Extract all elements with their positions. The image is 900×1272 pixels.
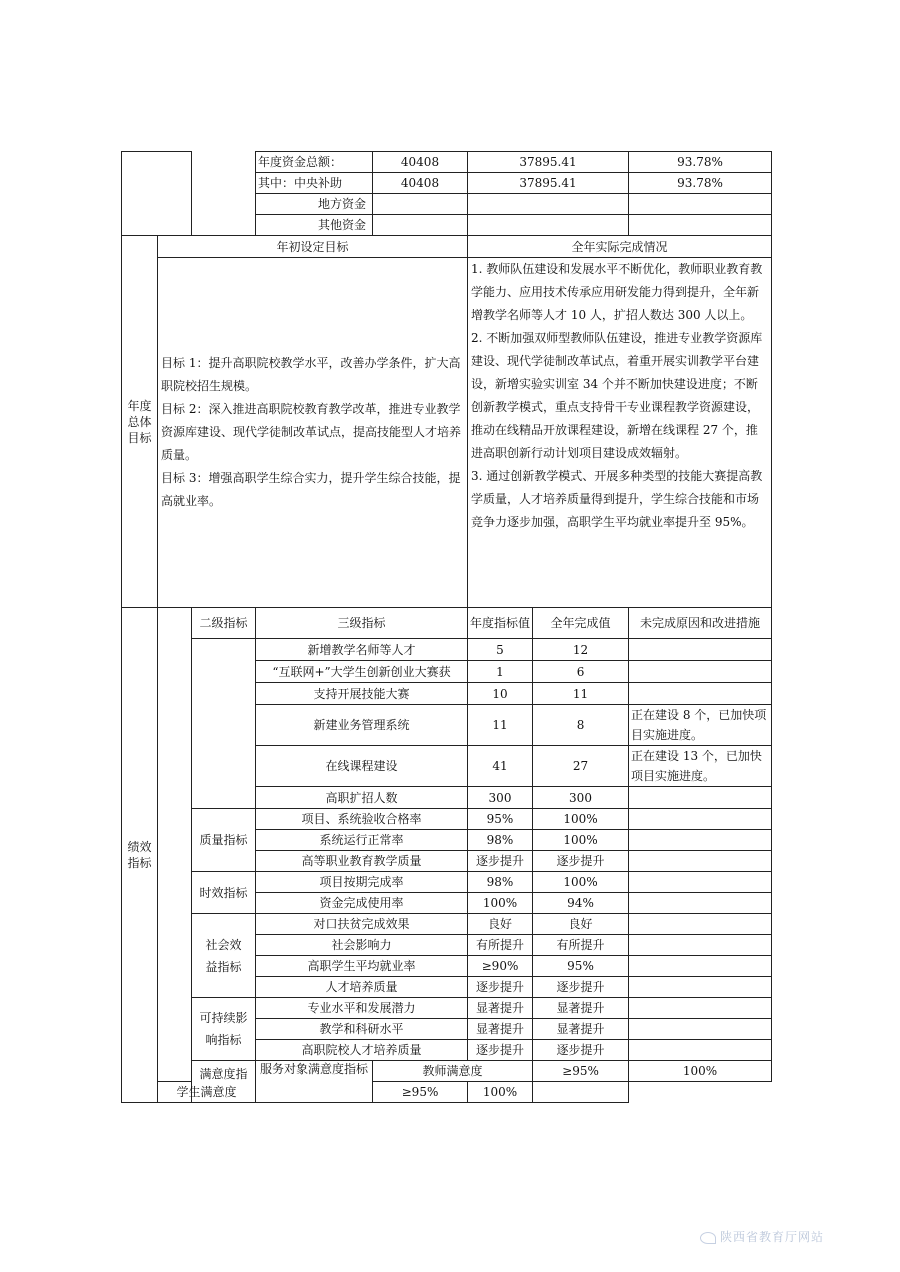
row-reason <box>533 1082 629 1103</box>
header-actual: 全年完成值 <box>533 608 629 639</box>
row-reason <box>629 977 772 998</box>
row-target: 98% <box>468 830 533 851</box>
row-actual: 良好 <box>533 914 629 935</box>
indicator-row <box>122 639 772 661</box>
row-reason: 正在建设 8 个，已加快项目实施进度。 <box>629 705 772 746</box>
row-target: 95% <box>468 809 533 830</box>
indicator-row <box>122 1061 772 1082</box>
goal-actual-2: 2. 不断加强双师型教师队伍建设，推进专业教学资源库建设、现代学徒制改革试点，着重开展实训教学平台建设，新增实验实训室 34 个并不断加快建设进度；不断创新教学模式，重点支持骨干专业课程教学资源建设，推动在线精品开放课程建设，新增在线课程 27 个，推进高职创新行动计划项目建设成效辐射。 <box>471 331 763 460</box>
funds-row <box>122 194 772 215</box>
row-actual: 100% <box>533 830 629 851</box>
row-reason <box>629 661 772 683</box>
row-reason <box>629 893 772 914</box>
row-target: 10 <box>468 683 533 705</box>
row-target: 1 <box>468 661 533 683</box>
row-target: 100% <box>468 893 533 914</box>
funds-label: 其中：中央补助 <box>256 173 373 194</box>
row-reason <box>629 809 772 830</box>
row-actual: 逐步提升 <box>533 1040 629 1061</box>
goal-target-1: 目标 1：提升高职院校教学水平，改善办学条件，扩大高职院校招生规模。 <box>161 356 461 393</box>
row-target: 良好 <box>468 914 533 935</box>
funds-row <box>122 152 772 173</box>
goals-targets-cell <box>158 258 468 608</box>
row-reason <box>629 1040 772 1061</box>
row-reason <box>629 956 772 977</box>
funds-label: 其他资金 <box>256 215 373 236</box>
row-reason <box>629 830 772 851</box>
funds-row <box>122 173 772 194</box>
header-level3: 三级指标 <box>256 608 468 639</box>
funds-plan: 40408 <box>373 173 468 194</box>
goals-content-row <box>122 258 772 608</box>
row-target: 逐步提升 <box>468 977 533 998</box>
satisfaction-sub-label: 服务对象满意度指标 <box>256 1061 373 1103</box>
funds-actual <box>468 194 629 215</box>
funds-plan <box>373 194 468 215</box>
row-target: 有所提升 <box>468 935 533 956</box>
row-target: 98% <box>468 872 533 893</box>
row-actual: 显著提升 <box>533 1019 629 1040</box>
goals-section-label: 年度总体目标 <box>122 236 158 608</box>
indicator-header-row <box>122 608 772 639</box>
performance-table <box>121 151 772 1103</box>
satisfaction-label: 满意度指 <box>192 1061 256 1103</box>
row-name: 新增教学名师等人才 <box>256 639 468 661</box>
row-target: 11 <box>468 705 533 746</box>
row-name: 教学和科研水平 <box>256 1019 468 1040</box>
row-target: ≥95% <box>533 1061 629 1082</box>
funds-actual <box>468 215 629 236</box>
row-reason <box>629 683 772 705</box>
row-reason <box>629 872 772 893</box>
row-actual: 逐步提升 <box>533 977 629 998</box>
row-target: 逐步提升 <box>468 851 533 872</box>
watermark-text: 陕西省教育厅网站 <box>720 1230 825 1244</box>
group-label: 质量指标 <box>192 809 256 872</box>
row-actual: 8 <box>533 705 629 746</box>
goal-actual-3: 3. 通过创新教学模式、开展多种类型的技能大赛提高教学质量，人才培养质量得到提升，学生综合技能和市场竞争力逐步加强，高职学生平均就业率提升至 95%。 <box>471 469 763 529</box>
row-name: 高职学生平均就业率 <box>256 956 468 977</box>
row-name: 项目、系统验收合格率 <box>256 809 468 830</box>
row-actual: 显著提升 <box>533 998 629 1019</box>
goals-targets-header: 年初设定目标 <box>158 236 468 258</box>
row-name: 系统运行正常率 <box>256 830 468 851</box>
row-name: 专业水平和发展潜力 <box>256 998 468 1019</box>
row-actual: 300 <box>533 787 629 809</box>
row-actual: 11 <box>533 683 629 705</box>
row-name: 高职院校人才培养质量 <box>256 1040 468 1061</box>
funds-actual: 37895.41 <box>468 173 629 194</box>
group-label: 社会效益指标 <box>192 914 256 998</box>
funds-label: 年度资金总额： <box>256 152 373 173</box>
row-actual: 逐步提升 <box>533 851 629 872</box>
indicator-row <box>122 809 772 830</box>
goals-header-row <box>122 236 772 258</box>
row-name: 教师满意度 <box>373 1061 533 1082</box>
header-level2: 二级指标 <box>192 608 256 639</box>
indicators-section-label: 绩效指标 <box>122 608 158 1103</box>
row-target: 逐步提升 <box>468 1040 533 1061</box>
goals-actual-cell <box>468 258 772 608</box>
goal-target-2: 目标 2：深入推进高职院校教育教学改革，推进专业教学资源库建设、现代学徒制改革试点，提高技能型人才培养质量。 <box>161 402 462 462</box>
funds-row <box>122 215 772 236</box>
row-reason: 正在建设 13 个，已加快项目实施进度。 <box>629 746 772 787</box>
indicator-row <box>122 1082 772 1103</box>
funds-actual: 37895.41 <box>468 152 629 173</box>
row-name: 支持开展技能大赛 <box>256 683 468 705</box>
funds-label: 地方资金 <box>256 194 373 215</box>
row-name: 学生满意度 <box>158 1082 256 1103</box>
funds-rate <box>629 194 772 215</box>
goal-target-3: 目标 3：增强高职学生综合实力，提升学生综合技能，提高就业率。 <box>161 471 461 508</box>
row-target: ≥95% <box>373 1082 468 1103</box>
row-target: ≥90% <box>468 956 533 977</box>
row-name: 资金完成使用率 <box>256 893 468 914</box>
row-name: “互联网+”大学生创新创业大赛获 <box>256 661 468 683</box>
row-actual: 100% <box>533 872 629 893</box>
row-actual: 有所提升 <box>533 935 629 956</box>
row-name: 在线课程建设 <box>256 746 468 787</box>
group-label: 可持续影响指标 <box>192 998 256 1061</box>
funds-rate: 93.78% <box>629 152 772 173</box>
row-reason <box>629 935 772 956</box>
row-target: 显著提升 <box>468 1019 533 1040</box>
row-name: 人才培养质量 <box>256 977 468 998</box>
row-name: 高等职业教育教学质量 <box>256 851 468 872</box>
funds-rate: 93.78% <box>629 173 772 194</box>
group-label <box>192 639 256 809</box>
row-name: 社会影响力 <box>256 935 468 956</box>
funds-plan <box>373 215 468 236</box>
row-target: 300 <box>468 787 533 809</box>
indicator-row <box>122 998 772 1019</box>
row-actual: 6 <box>533 661 629 683</box>
goals-actual-header: 全年实际完成情况 <box>468 236 772 258</box>
row-actual: 27 <box>533 746 629 787</box>
row-actual: 95% <box>533 956 629 977</box>
row-actual: 100% <box>629 1061 772 1082</box>
funds-section-cell <box>122 152 192 236</box>
row-actual: 100% <box>468 1082 533 1103</box>
row-reason <box>629 914 772 935</box>
group-label: 时效指标 <box>192 872 256 914</box>
row-reason <box>629 639 772 661</box>
row-actual: 12 <box>533 639 629 661</box>
watermark <box>700 1228 824 1245</box>
row-actual: 100% <box>533 809 629 830</box>
indicator-row <box>122 872 772 893</box>
funds-plan: 40408 <box>373 152 468 173</box>
indicator-row <box>122 914 772 935</box>
row-reason <box>629 851 772 872</box>
row-target: 41 <box>468 746 533 787</box>
header-target: 年度指标值 <box>468 608 533 639</box>
row-target: 5 <box>468 639 533 661</box>
row-reason <box>629 998 772 1019</box>
row-name: 新建业务管理系统 <box>256 705 468 746</box>
watermark-logo-icon <box>700 1232 716 1244</box>
goal-actual-1: 1. 教师队伍建设和发展水平不断优化，教师职业教育教学能力、应用技术传承应用研发能力得到提升，全年新增教学名师等人才 10 人，扩招人数达 300 人以上。 <box>471 262 763 322</box>
row-reason <box>629 1019 772 1040</box>
row-name: 高职扩招人数 <box>256 787 468 809</box>
row-actual: 94% <box>533 893 629 914</box>
row-target: 显著提升 <box>468 998 533 1019</box>
row-name: 项目按期完成率 <box>256 872 468 893</box>
header-reason: 未完成原因和改进措施 <box>629 608 772 639</box>
funds-rate <box>629 215 772 236</box>
row-reason <box>629 787 772 809</box>
row-name: 对口扶贫完成效果 <box>256 914 468 935</box>
